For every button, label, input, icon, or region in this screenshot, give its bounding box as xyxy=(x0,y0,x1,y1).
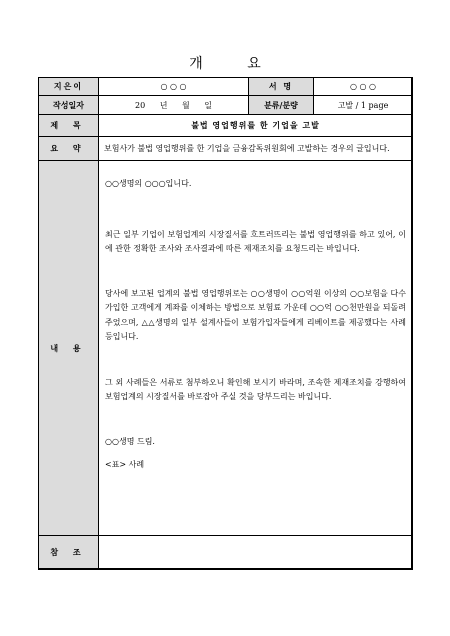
author-row xyxy=(39,78,413,96)
category-label: 분류/분량 xyxy=(249,96,314,115)
signer-label: 서 명 xyxy=(249,78,314,96)
overview-form-table xyxy=(38,77,413,570)
subject-row xyxy=(39,115,413,137)
greeting-paragraph: ○○생명의 ○○○입니다. xyxy=(105,179,192,188)
summary-value: 보험사가 불법 영업행위를 한 기업을 금융감독위원회에 고발하는 경우의 글입니다. xyxy=(99,137,413,161)
content-label: 내 용 xyxy=(39,161,99,536)
cases-paragraph: 당사에 보고된 업계의 불법 영업행위로는 ○○생명이 ○○억원 이상의 ○○보험을 다수 가입한 고객에게 계좌를 이체하는 방법으로 보험료 가운데 ○○억 ○○천만원을 되돌려 주었으며, △△생명의 일부 설계사들이 보험가입자들에게 리베이트를 제공했다는 사례 등입니다. xyxy=(105,288,406,341)
summary-label: 요 약 xyxy=(39,137,99,161)
author-label: 지은이 xyxy=(39,78,99,96)
subject-label: 제 목 xyxy=(39,115,99,137)
date-value: 20 년 월 일 xyxy=(99,96,249,115)
signer-value: ○ ○ ○ xyxy=(314,78,413,96)
reference-label: 참 조 xyxy=(39,536,99,570)
date-label: 작성일자 xyxy=(39,96,99,115)
closing-paragraph: 그 외 사례들은 서류로 첨부하오니 확인해 보시기 바라며, 조속한 제재조치를 강행하여 보험업계의 시장질서를 바로잡아 주실 것을 당부드리는 바입니다. xyxy=(105,377,406,401)
reference-value xyxy=(99,536,413,570)
category-value: 고발 / 1 page xyxy=(314,96,413,115)
page-title: 개 요 xyxy=(189,56,281,72)
reference-row xyxy=(39,536,413,570)
subject-value: 불법 영업행위를 한 기업을 고발 xyxy=(99,115,413,137)
signature-line: ○○생명 드림. xyxy=(105,436,155,446)
author-value: ○ ○ ○ xyxy=(99,78,249,96)
content-row xyxy=(39,161,413,536)
summary-row xyxy=(39,137,413,161)
request-paragraph: 최근 일부 기업이 보험업계의 시장질서를 흐트러뜨리는 불법 영업행위를 하고 있어, 이에 관한 정확한 조사와 조사결과에 따른 제재조치를 요청드리는 바입니다. xyxy=(105,229,406,253)
attachment-note: <표> 사례 xyxy=(105,460,145,469)
content-body xyxy=(99,161,413,536)
date-row xyxy=(39,96,413,115)
